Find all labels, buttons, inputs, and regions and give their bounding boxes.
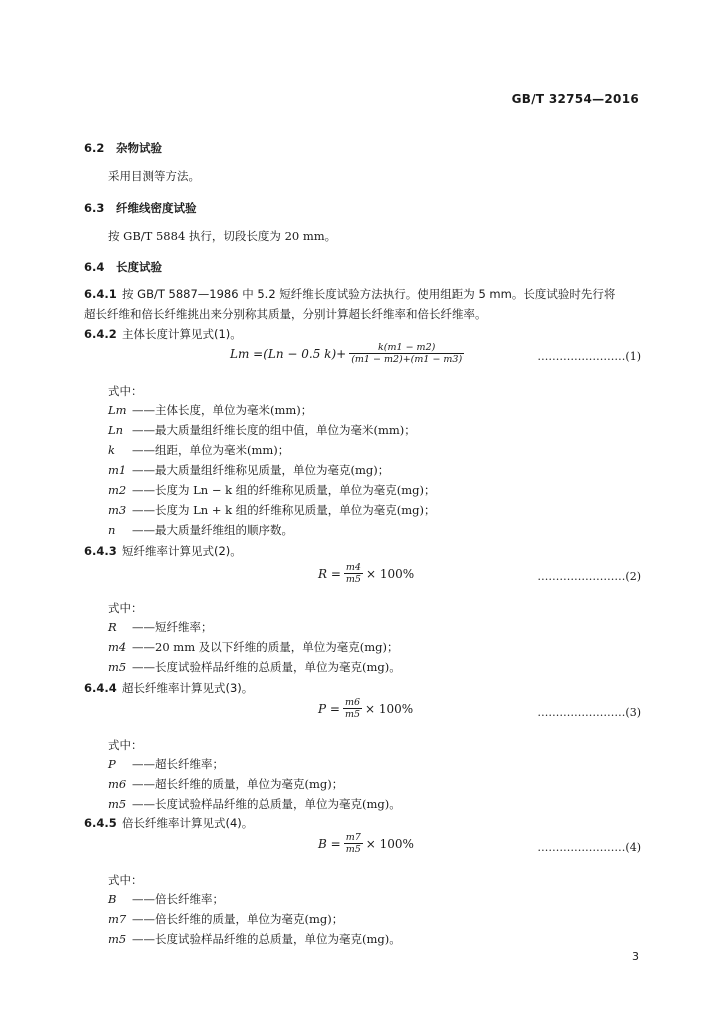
where-label: 式中：	[108, 384, 143, 398]
section-heading-6-4	[84, 259, 162, 275]
equation-2	[318, 562, 414, 585]
equation-fraction	[344, 562, 363, 585]
definition-text: ——倍长纤维率；	[132, 892, 224, 906]
definition-text: ——倍长纤维的质量，单位为毫克(mg)；	[132, 912, 344, 926]
section-text-6-3: 按 GB/T 5884 执行，切段长度为 20 mm。	[108, 229, 337, 243]
equation-lhs: B =	[318, 836, 341, 851]
definition-symbol: m6	[108, 777, 127, 791]
definition-symbol: m1	[108, 463, 127, 477]
definition-line	[108, 462, 389, 478]
clause-6-4-3-intro	[84, 543, 242, 559]
definition-text: ——超长纤维率；	[132, 757, 224, 771]
definition-line	[108, 522, 293, 538]
definition-text: ——主体长度，单位为毫米(mm)；	[132, 403, 313, 417]
equation-rhs: × 100%	[365, 701, 414, 716]
clause-text: 主体长度计算见式(1)。	[122, 327, 242, 341]
fraction-denominator: m5	[344, 709, 361, 720]
equation-4	[318, 832, 414, 855]
definition-text: ——长度为 Ln + k 组的纤维称见质量，单位为毫克(mg)；	[132, 503, 436, 517]
section-title: 纤维线密度试验	[116, 201, 197, 215]
definition-text: ——组距，单位为毫米(mm)；	[132, 443, 290, 457]
definition-line	[108, 619, 213, 635]
definition-line	[108, 911, 343, 927]
definition-text: ——长度试验样品纤维的总质量，单位为毫克(mg)。	[132, 797, 401, 811]
definition-text: ——最大质量组纤维长度的组中值，单位为毫米(mm)；	[132, 423, 416, 437]
equation-fraction	[343, 697, 362, 720]
definition-symbol: B	[108, 892, 117, 906]
definition-symbol: P	[108, 757, 116, 771]
definition-line	[108, 891, 224, 907]
definition-line	[108, 756, 224, 772]
where-label: 式中：	[108, 738, 143, 752]
clause-6-4-1-line2: 超长纤维和倍长纤维挑出来分别称其质量，分别计算超长纤维率和倍长纤维率。	[84, 307, 487, 321]
section-title: 杂物试验	[116, 141, 162, 155]
fraction-denominator: m5	[345, 844, 361, 855]
clause-number: 6.4.4	[84, 681, 117, 695]
definition-symbol: k	[108, 443, 115, 457]
clause-text: 按 GB/T 5887—1986 中 5.2 短纤维长度试验方法执行。使用组距为 5 mm。长度试验时先行将	[122, 287, 616, 301]
definition-symbol: Ln	[108, 423, 124, 437]
definition-symbol: m5	[108, 932, 127, 946]
section-text-6-2: 采用目测等方法。	[108, 169, 200, 183]
where-label: 式中：	[108, 601, 143, 615]
fraction-numerator: m6	[344, 697, 361, 708]
equation-fraction	[344, 832, 363, 855]
definition-symbol: R	[108, 620, 117, 634]
definition-line	[108, 482, 436, 498]
definition-line	[108, 422, 416, 438]
equation-number-2: ……………………(2)	[537, 570, 641, 583]
clause-6-4-4-intro	[84, 680, 253, 696]
definition-line	[108, 442, 289, 458]
definition-line	[108, 639, 399, 655]
equation-rhs: × 100%	[365, 836, 414, 851]
clause-6-4-2-intro	[84, 326, 242, 342]
definition-text: ——长度为 Ln − k 组的纤维称见质量，单位为毫克(mg)；	[132, 483, 436, 497]
definition-line	[108, 796, 401, 812]
clause-text: 倍长纤维率计算见式(4)。	[122, 816, 254, 830]
equation-lhs: Lm =(Ln − 0.5 k)+	[230, 346, 347, 361]
clause-number: 6.4.1	[84, 287, 117, 301]
definition-line	[108, 502, 436, 518]
fraction-numerator: m7	[345, 832, 361, 843]
section-number: 6.3	[84, 201, 105, 215]
definition-symbol: m7	[108, 912, 127, 926]
definition-text: ——短纤维率；	[132, 620, 213, 634]
fraction-numerator: m4	[345, 562, 361, 573]
equation-rhs: × 100%	[365, 566, 415, 581]
clause-text: 超长纤维率计算见式(3)。	[122, 681, 254, 695]
definition-line	[108, 931, 401, 947]
section-number: 6.4	[84, 260, 105, 274]
equation-lhs: P =	[318, 701, 340, 716]
definition-symbol: m3	[108, 503, 127, 517]
definition-line	[108, 659, 401, 675]
fraction-numerator: k(m1 − m2)	[378, 342, 436, 353]
section-number: 6.2	[84, 141, 105, 155]
equation-number-4: ……………………(4)	[537, 841, 641, 854]
standard-number: GB/T 32754—2016	[511, 92, 639, 106]
section-title: 长度试验	[116, 260, 162, 274]
definition-line	[108, 402, 312, 418]
equation-lhs: R =	[318, 566, 341, 581]
definition-symbol: m4	[108, 640, 127, 654]
equation-3	[318, 697, 413, 720]
clause-number: 6.4.2	[84, 327, 117, 341]
clause-6-4-1-line1	[84, 286, 615, 302]
clause-6-4-5-intro	[84, 815, 253, 831]
definition-text: ——超长纤维的质量，单位为毫克(mg)；	[132, 777, 344, 791]
definition-text: ——最大质量纤维组的顺序数。	[132, 523, 293, 537]
equation-fraction	[349, 342, 464, 365]
definition-symbol: m2	[108, 483, 127, 497]
equation-number-1: ……………………(1)	[537, 350, 641, 363]
definition-text: ——长度试验样品纤维的总质量，单位为毫克(mg)。	[132, 660, 401, 674]
fraction-denominator: (m1 − m2)+(m1 − m3)	[351, 354, 463, 365]
definition-symbol: m5	[108, 660, 127, 674]
definition-symbol: Lm	[108, 403, 127, 417]
definition-line	[108, 776, 343, 792]
clause-number: 6.4.5	[84, 816, 117, 830]
equation-1	[230, 342, 467, 365]
definition-symbol: n	[108, 523, 116, 537]
definition-text: ——20 mm 及以下纤维的质量，单位为毫克(mg)；	[132, 640, 399, 654]
fraction-denominator: m5	[345, 574, 361, 585]
definition-text: ——长度试验样品纤维的总质量，单位为毫克(mg)。	[132, 932, 401, 946]
clause-number: 6.4.3	[84, 544, 117, 558]
equation-number-3: ……………………(3)	[537, 706, 641, 719]
clause-text: 短纤维率计算见式(2)。	[122, 544, 242, 558]
page-number: 3	[632, 950, 639, 963]
section-heading-6-3	[84, 200, 197, 216]
where-label: 式中：	[108, 873, 143, 887]
definition-text: ——最大质量组纤维称见质量，单位为毫克(mg)；	[132, 463, 390, 477]
section-heading-6-2	[84, 140, 162, 156]
definition-symbol: m5	[108, 797, 127, 811]
